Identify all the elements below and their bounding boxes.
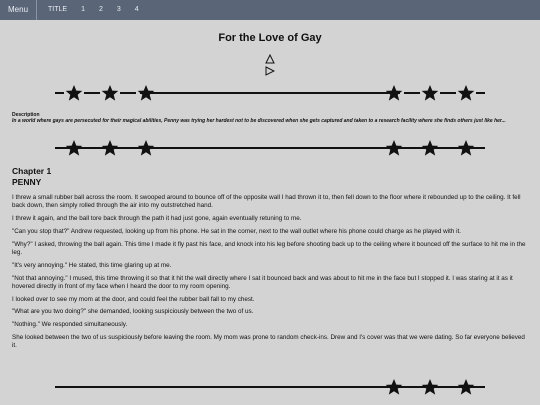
top-navigation-bar: [0, 0, 540, 20]
paragraph: I threw it again, and the ball tore back through the path it had just gone, again eventually retuning to me.: [12, 215, 302, 223]
chapter-body: [12, 194, 530, 355]
star-icon: [138, 85, 155, 101]
star-icon: [138, 140, 155, 156]
nav-link-chapter-4[interactable]: 4: [134, 6, 139, 13]
star-icon: [422, 140, 439, 156]
star-icon: [66, 140, 83, 156]
paragraph: "Not that annoying." I mused, this time throwing it so that it hit the wall directly where I sat it bounced back and was about to hit me in the face but I stopped it. I was staring at it as it hovered directly in front of my face when I heard the door to my room opening.: [12, 274, 513, 290]
star-icon: [66, 85, 83, 101]
paragraph: I threw a small rubber ball across the room. It swooped around to bounce off of the opposite wall I had thrown it to, then fell down to the floor where it rebounded up to the ceiling. It fell back down, then simply rolled through the air into my outstretched hand.: [12, 194, 521, 210]
nav-link-title[interactable]: TITLE: [48, 6, 68, 13]
star-icon: [386, 140, 403, 156]
star-divider: [0, 83, 540, 103]
paragraph: "What are you two doing?" she demanded, looking suspiciously between the two of us.: [12, 308, 254, 316]
chapter-title: Chapter 1: [12, 166, 52, 176]
paragraph: She looked between the two of us suspiciously before leaving the room. My mom was prone to random check-ins. Drew and I's cover was that we were dating. So far everyone believed it.: [12, 334, 525, 350]
description-text: In a world where gays are persecuted for their magical abilities, Penny was trying her hardest not to be discovered when she gets captured and taken to a research facility where she finds others just like her...: [12, 118, 506, 124]
story-content: [0, 20, 540, 405]
star-icon: [422, 379, 439, 395]
nav-link-chapter-2[interactable]: 2: [98, 6, 103, 13]
paragraph: "Nothing." We responded simultaneously.: [12, 321, 128, 329]
menu-button[interactable]: Menu: [0, 0, 37, 20]
star-icon: [458, 140, 475, 156]
paragraph: "Why?" I asked, throwing the ball again. This time I made it fly past his face, and knock into his leg before shooting back up to the ceiling where it bounced off the surface to hit me in the leg.: [12, 240, 526, 256]
star-divider: [0, 138, 540, 158]
triangle-up-icon[interactable]: [265, 54, 275, 64]
story-description: [12, 112, 528, 124]
paragraph: "It's very annoying." He stated, this time glaring up at me.: [12, 261, 172, 269]
star-icon: [386, 379, 403, 395]
star-icon: [102, 85, 119, 101]
star-icon: [458, 85, 475, 101]
nav-link-chapter-1[interactable]: 1: [81, 6, 85, 13]
star-icon: [386, 85, 403, 101]
star-icon: [102, 140, 119, 156]
chapter-subtitle: PENNY: [12, 177, 42, 187]
nav-link-chapter-3[interactable]: 3: [116, 6, 121, 13]
triangle-right-icon[interactable]: [265, 66, 275, 76]
paragraph: "Can you stop that?" Andrew requested, looking up from his phone. He sat in the corner, next to the wall outlet where his phone could charge as he played with it.: [12, 227, 462, 235]
page-title: For the Love of Gay: [218, 32, 322, 44]
star-icon: [458, 379, 475, 395]
description-label: Description: [12, 112, 40, 118]
chapter-heading: [12, 166, 51, 188]
star-icon: [422, 85, 439, 101]
chapter-nav: [41, 0, 146, 20]
paragraph: I looked over to see my mom at the door, and could feel the rubber ball fall to my chest.: [12, 295, 255, 303]
star-divider: [0, 377, 540, 397]
